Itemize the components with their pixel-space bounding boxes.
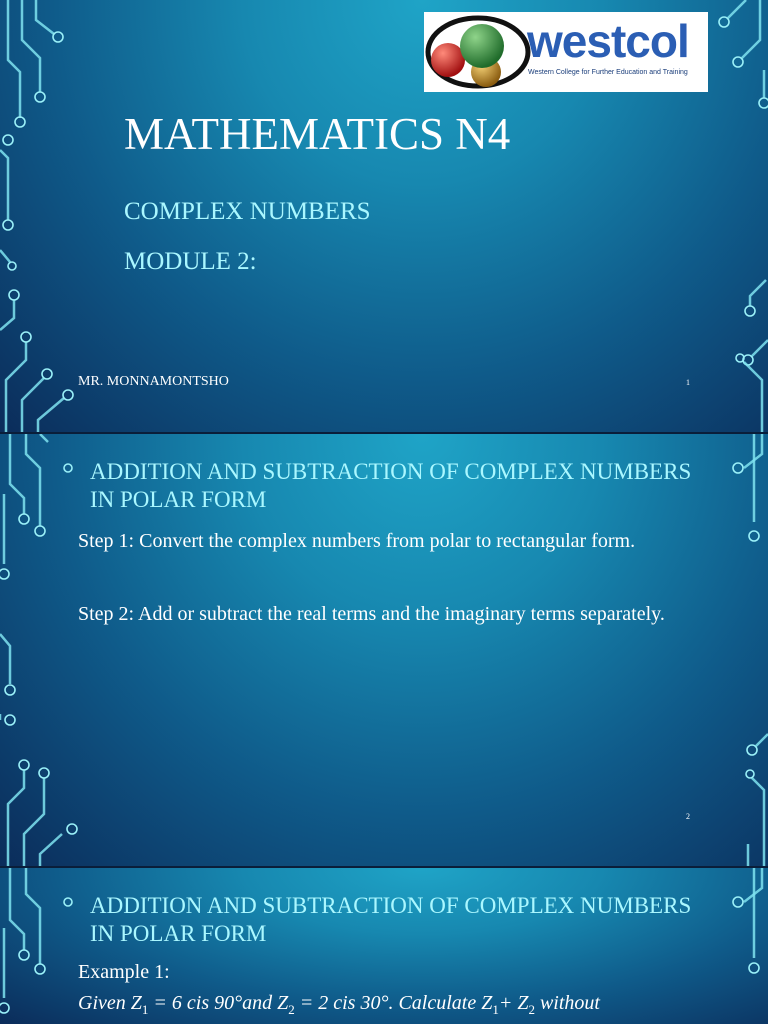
page-number: 1 (686, 378, 690, 387)
slide-subtitle-module: MODULE 2: (124, 248, 257, 275)
logo-tagline: Western College for Further Education and Training (528, 69, 688, 76)
example-label: Example 1: (78, 961, 170, 983)
slide-heading: ADDITION AND SUBTRACTION OF COMPLEX NUMBERS IN POLAR FORM (90, 459, 692, 512)
step-1-text: Step 1: Convert the complex numbers from polar to rectangular form. (78, 530, 636, 552)
step-2-text: Step 2: Add or subtract the real terms and the imaginary terms separately. (78, 603, 665, 625)
slide-heading: ADDITION AND SUBTRACTION OF COMPLEX NUMBERS IN POLAR FORM (90, 893, 692, 946)
circuit-decoration-left (0, 868, 80, 1024)
westcol-logo (424, 12, 708, 92)
circuit-decoration-left (0, 434, 80, 866)
example-equation: Given $Z_1 = 6$ cis 90°and $Z_2 = 2$ cis 30°. Calculate $Z_1+ Z_2$ without (78, 992, 600, 1017)
slide-1 (0, 0, 768, 432)
page-number: 2 (686, 812, 690, 821)
logo-spheres-icon (424, 12, 534, 92)
author-name: MR. MONNAMONTSHO (78, 374, 229, 389)
slide-2 (0, 434, 768, 866)
circuit-decoration-left (0, 0, 80, 432)
slide-subtitle-topic: COMPLEX NUMBERS (124, 198, 371, 225)
slide-title: MATHEMATICS N4 (124, 109, 511, 159)
logo-wordmark: westcol (527, 15, 689, 67)
